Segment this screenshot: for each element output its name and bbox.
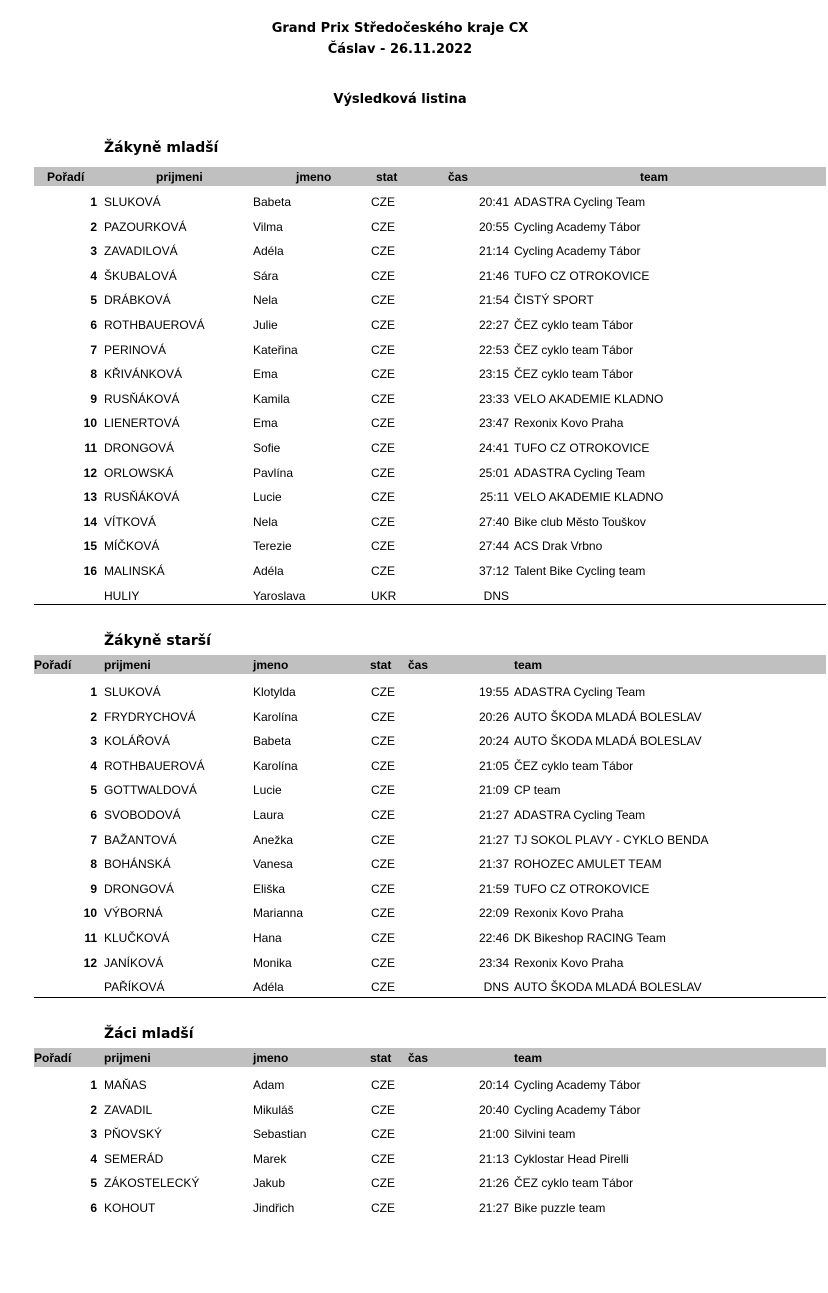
time-cell: 20:14 — [478, 1078, 509, 1092]
time-cell: 20:40 — [478, 1102, 509, 1117]
first-name-cell: Terezie — [253, 539, 292, 554]
time-cell: 22:09 — [478, 906, 509, 921]
header-time: čas — [408, 1051, 429, 1065]
first-name-cell: Marianna — [253, 906, 304, 921]
rank-cell: 6 — [90, 807, 97, 822]
time-cell: 21:09 — [478, 783, 509, 798]
country-cell: CZE — [371, 367, 395, 382]
team-cell: Cycling Academy Tábor — [514, 244, 641, 259]
country-cell: CZE — [371, 906, 395, 921]
time-cell: 21:13 — [478, 1151, 509, 1166]
team-cell: ČEZ cyklo team Tábor — [514, 342, 634, 357]
time-cell: 21:37 — [478, 857, 509, 872]
team-cell: ADASTRA Cycling Team — [514, 685, 646, 699]
first-name-cell: Adéla — [253, 980, 284, 995]
table-row — [0, 803, 828, 828]
country-cell: CZE — [371, 539, 395, 554]
country-cell: CZE — [371, 1127, 395, 1142]
rank-cell: 4 — [90, 268, 97, 283]
country-cell: CZE — [371, 734, 395, 749]
surname-cell: DRONGOVÁ — [104, 440, 175, 455]
surname-cell: SLUKOVÁ — [104, 195, 161, 209]
rank-cell: 2 — [90, 709, 97, 724]
team-cell: ADASTRA Cycling Team — [514, 195, 646, 209]
table-header — [34, 655, 826, 674]
time-cell: 20:55 — [478, 219, 509, 234]
rank-cell: 12 — [83, 955, 97, 970]
table-row — [0, 215, 828, 240]
header-rank: Pořadí — [34, 1051, 72, 1065]
team-cell: ČISTÝ SPORT — [514, 293, 594, 308]
time-cell: DNS — [483, 588, 509, 603]
header-team: team — [640, 170, 669, 184]
rank-cell: 5 — [90, 293, 97, 308]
team-cell: Cycling Academy Tábor — [514, 219, 641, 234]
time-cell: 20:24 — [478, 734, 509, 749]
table-bottom-rule — [34, 997, 826, 998]
time-cell: 21:27 — [478, 832, 509, 847]
rank-cell: 13 — [83, 490, 97, 505]
first-name-cell: Vilma — [253, 219, 283, 234]
first-name-cell: Kateřina — [253, 342, 298, 357]
header-surname: prijmeni — [104, 1051, 151, 1065]
first-name-cell: Lucie — [253, 783, 282, 798]
surname-cell: VÝBORNÁ — [104, 906, 163, 921]
team-cell: Silvini team — [514, 1127, 576, 1142]
table-row — [0, 951, 828, 976]
time-cell: 25:01 — [478, 465, 509, 480]
time-cell: 19:55 — [478, 685, 509, 699]
team-cell: AUTO ŠKODA MLADÁ BOLESLAV — [514, 709, 702, 724]
country-cell: CZE — [371, 1176, 395, 1191]
first-name-cell: Karolína — [253, 758, 298, 773]
time-cell: 21:14 — [478, 244, 509, 259]
time-cell: 27:44 — [478, 539, 509, 554]
table-row — [0, 926, 828, 951]
country-cell: CZE — [371, 465, 395, 480]
team-cell: Rexonix Kovo Praha — [514, 955, 624, 970]
team-cell: ČEZ cyklo team Tábor — [514, 1176, 634, 1191]
first-name-cell: Pavlína — [253, 465, 294, 480]
time-cell: 21:27 — [478, 807, 509, 822]
country-cell: CZE — [371, 685, 395, 699]
time-cell: 20:41 — [478, 195, 509, 209]
team-cell: ADASTRA Cycling Team — [514, 807, 646, 822]
table-row — [0, 387, 828, 412]
time-cell: 21:00 — [478, 1127, 509, 1142]
rank-cell: 11 — [84, 440, 97, 455]
header-time: čas — [448, 170, 469, 184]
table-row — [0, 1171, 828, 1196]
first-name-cell: Vanesa — [253, 857, 293, 872]
table-row — [0, 534, 828, 559]
first-name-cell: Eliška — [253, 881, 286, 896]
country-cell: CZE — [371, 807, 395, 822]
first-name-cell: Jindřich — [253, 1200, 295, 1215]
first-name-cell: Kamila — [253, 391, 290, 406]
surname-cell: MÍČKOVÁ — [104, 539, 160, 554]
first-name-cell: Karolína — [253, 709, 298, 724]
rank-cell: 16 — [83, 563, 97, 578]
surname-cell: DRONGOVÁ — [104, 881, 175, 896]
surname-cell: ROTHBAUEROVÁ — [104, 758, 205, 773]
first-name-cell: Mikuláš — [253, 1102, 294, 1117]
table-row — [0, 828, 828, 853]
first-name-cell: Klotylda — [253, 685, 296, 699]
rank-cell: 5 — [90, 1176, 97, 1191]
country-cell: CZE — [371, 244, 395, 259]
table-header — [34, 167, 826, 186]
surname-cell: PAŘÍKOVÁ — [104, 980, 165, 995]
table-row — [0, 510, 828, 535]
country-cell: CZE — [371, 930, 395, 945]
table-row — [0, 288, 828, 313]
header-stat: stat — [370, 658, 392, 672]
team-cell: TUFO CZ OTROKOVICE — [514, 268, 650, 283]
surname-cell: SVOBODOVÁ — [104, 807, 181, 822]
time-cell: 21:46 — [478, 268, 509, 283]
team-cell: AUTO ŠKODA MLADÁ BOLESLAV — [514, 734, 702, 749]
country-cell: CZE — [371, 514, 395, 529]
rank-cell: 14 — [83, 514, 97, 529]
country-cell: CZE — [371, 1151, 395, 1166]
surname-cell: BAŽANTOVÁ — [104, 832, 177, 847]
table-row — [0, 680, 828, 705]
time-cell: 24:41 — [478, 440, 509, 455]
team-cell: CP team — [514, 783, 561, 798]
team-cell: ČEZ cyklo team Tábor — [514, 367, 634, 382]
country-cell: CZE — [371, 268, 395, 283]
rank-cell: 6 — [90, 1200, 97, 1215]
header-first: jmeno — [253, 658, 289, 672]
header-team: team — [514, 1051, 543, 1065]
table-row — [0, 362, 828, 387]
surname-cell: SLUKOVÁ — [104, 685, 161, 699]
team-cell: TJ SOKOL PLAVY - CYKLO BENDA — [514, 832, 709, 847]
first-name-cell: Adam — [253, 1078, 285, 1092]
time-cell: 22:46 — [478, 930, 509, 945]
time-cell: 21:54 — [478, 293, 509, 308]
header-time: čas — [408, 658, 429, 672]
first-name-cell: Nela — [253, 514, 278, 529]
table-row — [0, 190, 828, 215]
country-cell: CZE — [371, 881, 395, 896]
time-cell: 20:26 — [478, 709, 509, 724]
surname-cell: PERINOVÁ — [104, 342, 167, 357]
rank-cell: 7 — [90, 832, 97, 847]
team-cell: Rexonix Kovo Praha — [514, 906, 624, 921]
table-body — [0, 1073, 828, 1221]
surname-cell: ZAVADIL — [104, 1102, 153, 1117]
header-team: team — [514, 658, 543, 672]
team-cell: TUFO CZ OTROKOVICE — [514, 881, 650, 896]
country-cell: CZE — [371, 758, 395, 773]
rank-cell: 4 — [90, 758, 97, 773]
table-header — [34, 1048, 826, 1067]
rank-cell: 6 — [90, 317, 97, 332]
team-cell: VELO AKADEMIE KLADNO — [514, 391, 664, 406]
rank-cell: 1 — [90, 1078, 97, 1092]
rank-cell: 7 — [90, 342, 97, 357]
table-row — [0, 239, 828, 264]
table-row — [0, 901, 828, 926]
event-title: Grand Prix Středočeského kraje CX — [271, 21, 529, 36]
table-row — [0, 705, 828, 730]
time-cell: 23:33 — [478, 391, 509, 406]
surname-cell: SEMERÁD — [104, 1151, 164, 1166]
first-name-cell: Monika — [253, 955, 292, 970]
surname-cell: KOLÁŘOVÁ — [104, 734, 171, 749]
rank-cell: 2 — [90, 219, 97, 234]
rank-cell: 11 — [84, 930, 97, 945]
surname-cell: LIENERTOVÁ — [104, 416, 180, 431]
country-cell: CZE — [371, 563, 395, 578]
first-name-cell: Ema — [253, 367, 278, 382]
country-cell: CZE — [371, 955, 395, 970]
document-title: Výsledková listina — [333, 92, 467, 107]
time-cell: 23:34 — [478, 955, 509, 970]
table-row — [0, 877, 828, 902]
country-cell: CZE — [371, 195, 395, 209]
team-cell: DK Bikeshop RACING Team — [514, 930, 666, 945]
rank-cell: 5 — [90, 783, 97, 798]
header-surname: prijmeni — [156, 170, 203, 184]
table-row — [0, 559, 828, 584]
first-name-cell: Hana — [253, 930, 282, 945]
rank-cell: 3 — [90, 1127, 97, 1142]
time-cell: 21:05 — [478, 758, 509, 773]
first-name-cell: Babeta — [253, 195, 292, 209]
time-cell: 21:59 — [478, 881, 509, 896]
table-row — [0, 1147, 828, 1172]
table-row — [0, 485, 828, 510]
header-rank: Pořadí — [34, 658, 72, 672]
first-name-cell: Lucie — [253, 490, 282, 505]
time-cell: DNS — [483, 980, 509, 995]
country-cell: CZE — [371, 857, 395, 872]
first-name-cell: Sofie — [253, 440, 281, 455]
country-cell: CZE — [371, 1200, 395, 1215]
team-cell: ROHOZEC AMULET TEAM — [514, 857, 662, 872]
team-cell: ČEZ cyklo team Tábor — [514, 758, 634, 773]
rank-cell: 8 — [90, 857, 97, 872]
time-cell: 21:27 — [478, 1200, 509, 1215]
surname-cell: RUSŇÁKOVÁ — [104, 490, 180, 505]
first-name-cell: Babeta — [253, 734, 292, 749]
header-stat: stat — [370, 1051, 392, 1065]
first-name-cell: Adéla — [253, 563, 284, 578]
table-row — [0, 729, 828, 754]
country-cell: CZE — [371, 293, 395, 308]
first-name-cell: Sebastian — [253, 1127, 307, 1142]
rank-cell: 2 — [90, 1102, 97, 1117]
surname-cell: PŇOVSKÝ — [104, 1127, 163, 1142]
rank-cell: 15 — [83, 539, 97, 554]
time-cell: 23:47 — [478, 416, 509, 431]
country-cell: CZE — [371, 490, 395, 505]
surname-cell: BOHÁNSKÁ — [104, 857, 171, 872]
rank-cell: 4 — [90, 1151, 97, 1166]
rank-cell: 10 — [83, 416, 97, 431]
rank-cell: 3 — [90, 734, 97, 749]
table-row — [0, 1098, 828, 1123]
first-name-cell: Julie — [253, 317, 278, 332]
surname-cell: ZAVADILOVÁ — [104, 244, 178, 259]
table-row — [0, 1073, 828, 1098]
team-cell: ACS Drak Vrbno — [514, 539, 603, 554]
section-title: Žáci mladší — [104, 1026, 194, 1042]
time-cell: 23:15 — [478, 367, 509, 382]
country-cell: CZE — [371, 440, 395, 455]
first-name-cell: Sára — [253, 268, 279, 283]
team-cell: Rexonix Kovo Praha — [514, 416, 624, 431]
surname-cell: HULIY — [104, 588, 140, 603]
team-cell: ČEZ cyklo team Tábor — [514, 317, 634, 332]
time-cell: 37:12 — [478, 563, 509, 578]
rank-cell: 9 — [90, 391, 97, 406]
country-cell: CZE — [371, 342, 395, 357]
header-surname: prijmeni — [104, 658, 151, 672]
table-bottom-rule — [34, 604, 826, 605]
table-body — [0, 190, 828, 608]
first-name-cell: Yaroslava — [253, 588, 306, 603]
header-first: jmeno — [296, 170, 332, 184]
first-name-cell: Nela — [253, 293, 278, 308]
surname-cell: DRÁBKOVÁ — [104, 293, 171, 308]
table-row — [0, 1122, 828, 1147]
table-row — [0, 754, 828, 779]
surname-cell: KŘIVÁNKOVÁ — [104, 367, 183, 382]
header-rank: Pořadí — [47, 170, 85, 184]
first-name-cell: Laura — [253, 807, 284, 822]
surname-cell: MALINSKÁ — [104, 563, 165, 578]
table-row — [0, 411, 828, 436]
team-cell: Cycling Academy Tábor — [514, 1102, 641, 1117]
surname-cell: ORLOWSKÁ — [104, 465, 174, 480]
header-stat: stat — [376, 170, 398, 184]
rank-cell: 9 — [90, 881, 97, 896]
team-cell: Cyklostar Head Pirelli — [514, 1151, 629, 1166]
first-name-cell: Marek — [253, 1151, 287, 1166]
table-row — [0, 778, 828, 803]
team-cell: Talent Bike Cycling team — [514, 563, 646, 578]
team-cell: Cycling Academy Tábor — [514, 1078, 641, 1092]
surname-cell: ŠKUBALOVÁ — [104, 268, 177, 283]
surname-cell: JANÍKOVÁ — [104, 955, 164, 970]
first-name-cell: Anežka — [253, 832, 294, 847]
first-name-cell: Jakub — [253, 1176, 286, 1191]
surname-cell: VÍTKOVÁ — [104, 514, 157, 529]
country-cell: CZE — [371, 391, 395, 406]
first-name-cell: Adéla — [253, 244, 284, 259]
table-row — [0, 1196, 828, 1221]
section-title: Žákyně starší — [104, 633, 211, 649]
rank-cell: 12 — [83, 465, 97, 480]
surname-cell: FRYDRYCHOVÁ — [104, 709, 196, 724]
surname-cell: ROTHBAUEROVÁ — [104, 317, 205, 332]
event-subtitle: Čáslav - 26.11.2022 — [327, 42, 473, 57]
table-row — [0, 436, 828, 461]
surname-cell: ZÁKOSTELECKÝ — [104, 1176, 200, 1191]
rank-cell: 10 — [83, 906, 97, 921]
table-body — [0, 680, 828, 1000]
table-row — [0, 264, 828, 289]
time-cell: 27:40 — [478, 514, 509, 529]
surname-cell: KOHOUT — [104, 1200, 156, 1215]
time-cell: 22:53 — [478, 342, 509, 357]
table-row — [0, 338, 828, 363]
country-cell: CZE — [371, 219, 395, 234]
country-cell: UKR — [371, 588, 397, 603]
table-row — [0, 461, 828, 486]
country-cell: CZE — [371, 709, 395, 724]
surname-cell: RUSŇÁKOVÁ — [104, 391, 180, 406]
country-cell: CZE — [371, 416, 395, 431]
country-cell: CZE — [371, 317, 395, 332]
team-cell: AUTO ŠKODA MLADÁ BOLESLAV — [514, 980, 702, 995]
first-name-cell: Ema — [253, 416, 278, 431]
country-cell: CZE — [371, 1102, 395, 1117]
time-cell: 21:26 — [478, 1176, 509, 1191]
time-cell: 22:27 — [478, 317, 509, 332]
surname-cell: PAZOURKOVÁ — [104, 219, 187, 234]
surname-cell: MAŇAS — [104, 1078, 147, 1092]
time-cell: 25:11 — [479, 490, 509, 505]
country-cell: CZE — [371, 1078, 395, 1092]
team-cell: TUFO CZ OTROKOVICE — [514, 440, 650, 455]
surname-cell: GOTTWALDOVÁ — [104, 783, 197, 798]
table-row — [0, 852, 828, 877]
country-cell: CZE — [371, 783, 395, 798]
country-cell: CZE — [371, 980, 395, 995]
table-row — [0, 313, 828, 338]
surname-cell: KLUČKOVÁ — [104, 930, 170, 945]
header-first: jmeno — [253, 1051, 289, 1065]
team-cell: VELO AKADEMIE KLADNO — [514, 490, 664, 505]
team-cell: Bike puzzle team — [514, 1200, 606, 1215]
rank-cell: 1 — [90, 195, 97, 209]
rank-cell: 3 — [90, 244, 97, 259]
team-cell: ADASTRA Cycling Team — [514, 465, 646, 480]
country-cell: CZE — [371, 832, 395, 847]
rank-cell: 8 — [90, 367, 97, 382]
team-cell: Bike club Město Touškov — [514, 514, 646, 529]
section-title: Žákyně mladší — [104, 140, 219, 156]
rank-cell: 1 — [90, 685, 97, 699]
